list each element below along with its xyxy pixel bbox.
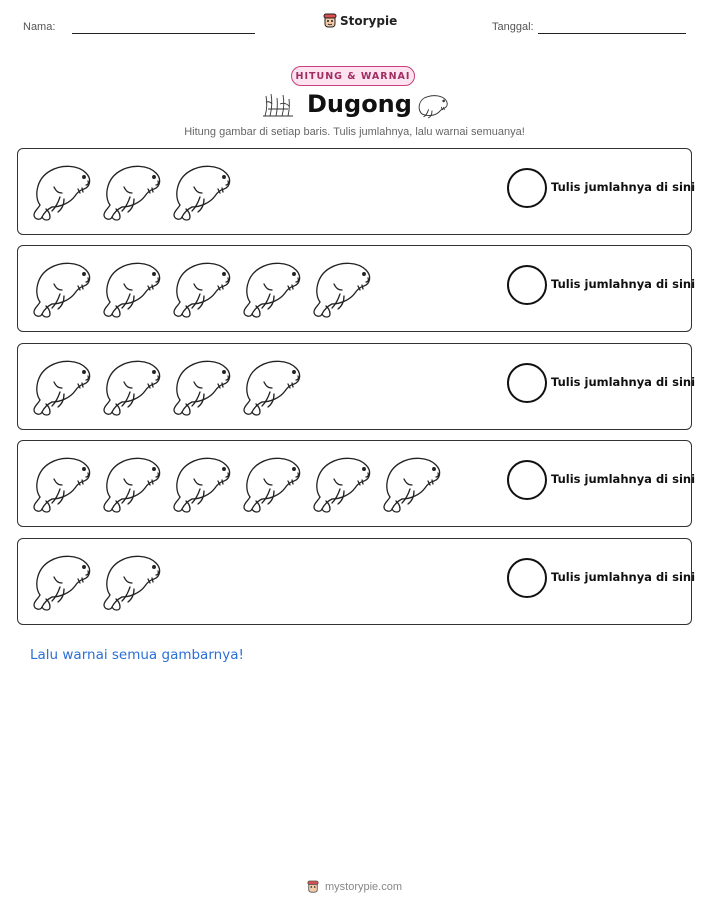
dugong-icon[interactable]	[170, 157, 234, 223]
brand-logo	[323, 13, 397, 29]
answer-prompt: Tulis jumlahnya di sini	[551, 570, 696, 584]
dugong-icon[interactable]	[310, 449, 374, 515]
dugong-icon[interactable]	[100, 254, 164, 320]
answer-prompt: Tulis jumlahnya di sini	[551, 472, 696, 486]
date-line	[538, 33, 686, 34]
instructions: Hitung gambar di setiap baris. Tulis jumlahnya, lalu warnai semuanya!	[184, 126, 525, 138]
counting-row	[17, 538, 696, 625]
answer-prompt: Tulis jumlahnya di sini	[551, 180, 696, 194]
answer-prompt: Tulis jumlahnya di sini	[551, 375, 696, 389]
name-label: Nama:	[23, 21, 56, 33]
dugong-icon[interactable]	[30, 254, 94, 320]
dugong-icon[interactable]	[240, 254, 304, 320]
answer-circle[interactable]	[507, 168, 547, 208]
dugong-icon[interactable]	[310, 254, 374, 320]
dugong-icon[interactable]	[100, 352, 164, 418]
counting-row	[17, 245, 696, 332]
storypie-mascot-icon	[323, 13, 337, 29]
dugong-icon[interactable]	[240, 449, 304, 515]
dugong-icon[interactable]	[240, 352, 304, 418]
dugong-icon	[414, 91, 450, 119]
dugong-icon[interactable]	[30, 157, 94, 223]
dugong-icon[interactable]	[100, 449, 164, 515]
page-title: Dugong	[307, 90, 412, 118]
dugong-icon[interactable]	[100, 547, 164, 613]
dugong-group	[30, 254, 374, 324]
dugong-icon[interactable]	[100, 157, 164, 223]
dugong-icon[interactable]	[170, 449, 234, 515]
activity-badge: HITUNG & WARNAI	[291, 66, 415, 86]
dugong-icon[interactable]	[170, 352, 234, 418]
counting-row	[17, 440, 696, 527]
dugong-icon[interactable]	[380, 449, 444, 515]
dugong-icon[interactable]	[30, 547, 94, 613]
seagrass-icon	[262, 92, 294, 118]
answer-circle[interactable]	[507, 363, 547, 403]
counting-row	[17, 343, 696, 430]
worksheet-header	[0, 0, 709, 45]
dugong-icon[interactable]	[170, 254, 234, 320]
answer-prompt: Tulis jumlahnya di sini	[551, 277, 696, 291]
answer-circle[interactable]	[507, 265, 547, 305]
closing-note: Lalu warnai semua gambarnya!	[30, 647, 244, 663]
answer-circle[interactable]	[507, 558, 547, 598]
footer	[0, 880, 709, 894]
dugong-group	[30, 157, 234, 227]
dugong-icon[interactable]	[30, 352, 94, 418]
title-row	[0, 90, 709, 124]
dugong-group	[30, 449, 444, 519]
dugong-group	[30, 352, 304, 422]
counting-row	[17, 148, 696, 235]
dugong-group	[30, 547, 164, 617]
brand-name: Storypie	[340, 14, 398, 28]
date-label: Tanggal:	[492, 21, 534, 33]
dugong-icon[interactable]	[30, 449, 94, 515]
name-line	[72, 33, 255, 34]
answer-circle[interactable]	[507, 460, 547, 500]
storypie-mascot-icon	[307, 880, 319, 894]
footer-site: mystorypie.com	[324, 881, 403, 893]
